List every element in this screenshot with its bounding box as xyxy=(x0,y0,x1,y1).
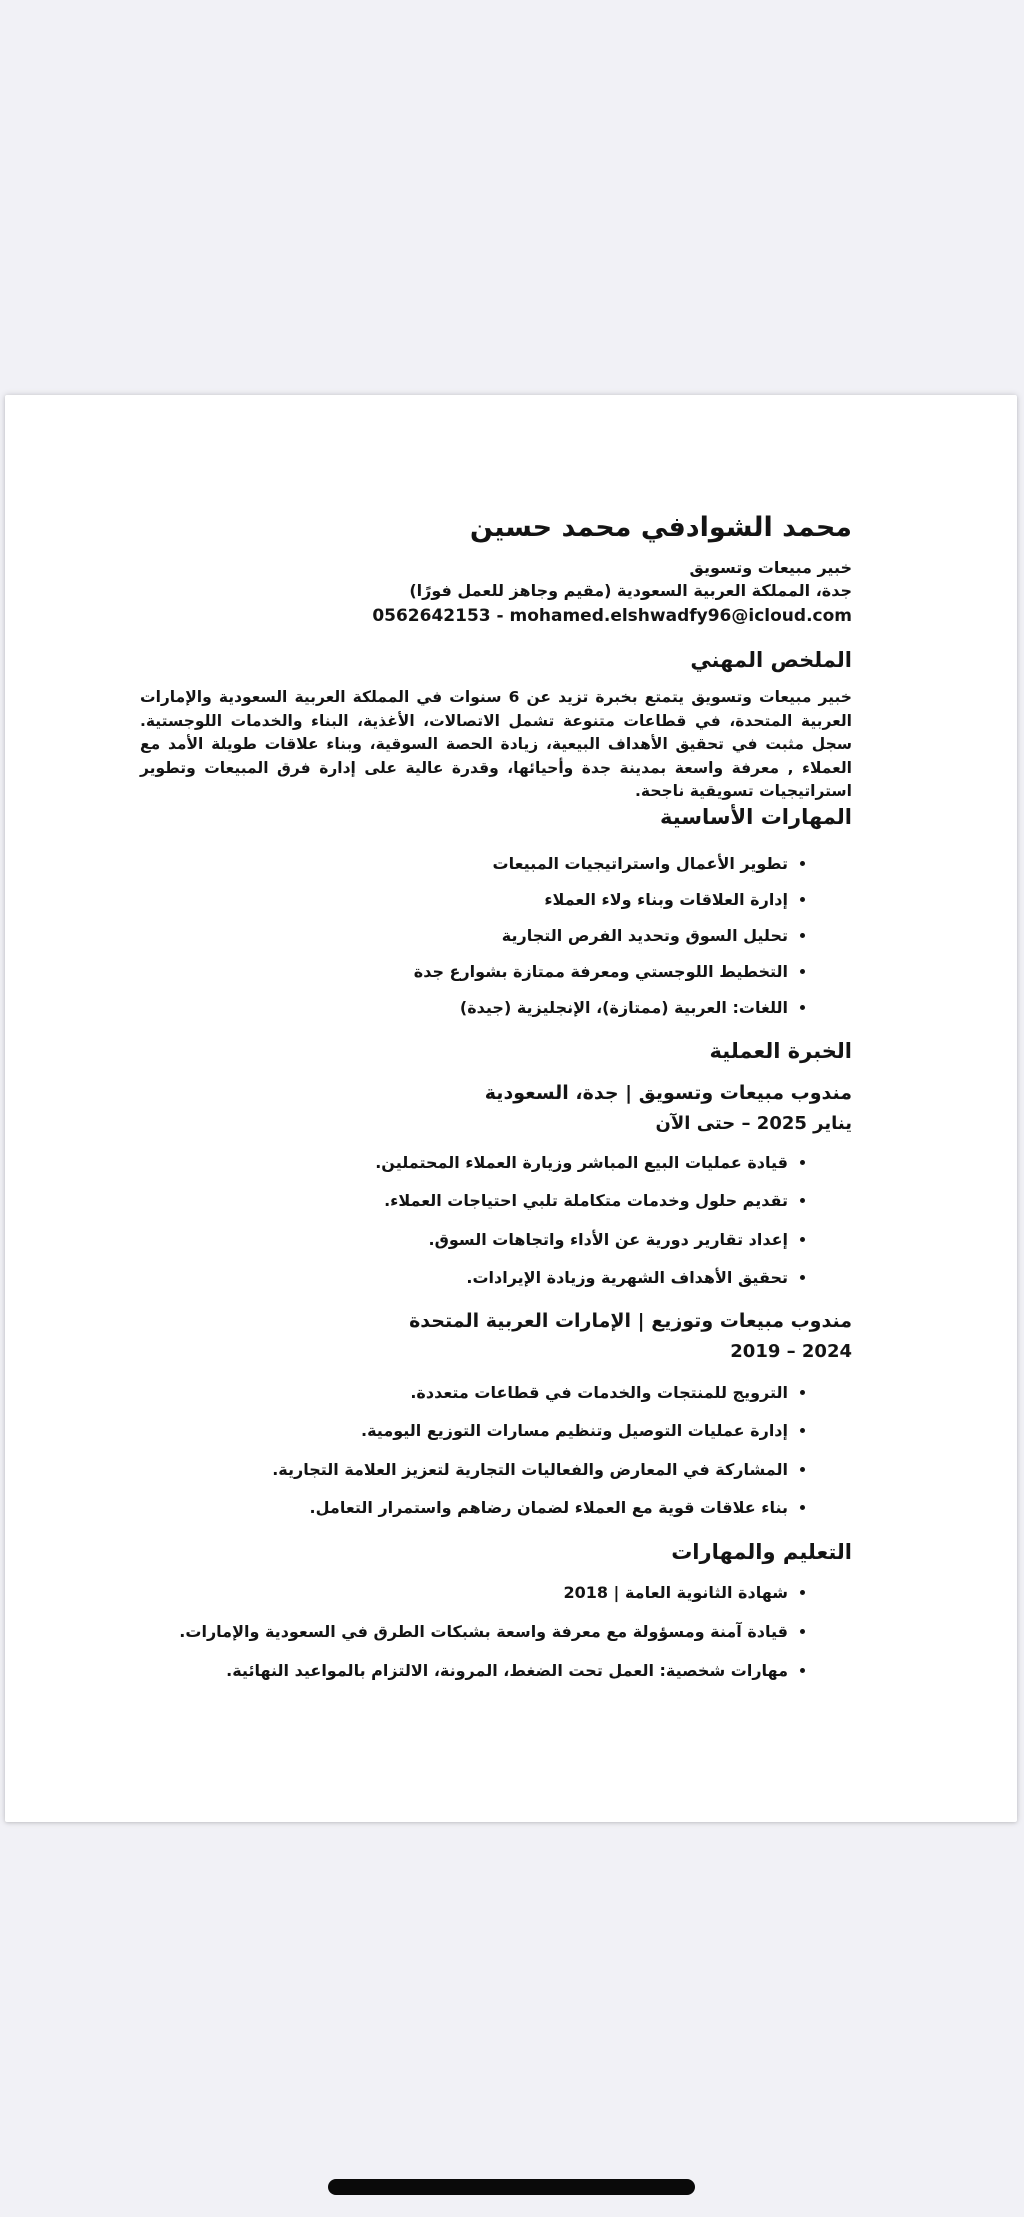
bullet-dot-icon xyxy=(800,1275,805,1280)
home-indicator[interactable] xyxy=(328,2179,695,2195)
bullet-dot-icon xyxy=(800,1505,805,1510)
list-item xyxy=(140,1489,805,1528)
resume-role: خبير مبيعات وتسويق xyxy=(689,558,852,577)
bullet-dot-icon xyxy=(800,1390,805,1395)
list-item xyxy=(140,1220,805,1259)
list-item xyxy=(140,1612,805,1651)
section-heading-summary: الملخص المهني xyxy=(690,648,852,672)
job-dates xyxy=(140,1110,852,1137)
bullet-dot-icon xyxy=(800,1428,805,1433)
bullet-text: إدارة عمليات التوصيل وتنظيم مسارات التوزيع اليومية. xyxy=(361,1421,788,1441)
bullet-dot-icon xyxy=(800,933,805,938)
summary-paragraph: خبير مبيعات وتسويق يتمتع بخبرة تزيد عن 6 سنوات في المملكة العربية السعودية والإمارات العربية المتحدة، في قطاعات متنوعة تشمل الاتصالات، الأغذية، البناء والخدمات اللوجستية. سجل مثبت في تحقيق الأهداف البيعية، زيادة الحصة السوقية، وبناء علاقات طويلة الأمد مع العملاء , معرفة واسعة بمدينة جدة وأحيائها، وقدرة عالية على إدارة فرق المبيعات وتطوير استراتيجيات تسويقية ناجحة. xyxy=(140,688,852,800)
bullet-dot-icon xyxy=(800,1467,805,1472)
bullet-dot-icon xyxy=(800,969,805,974)
list-item xyxy=(140,1412,805,1451)
bullet-text: قيادة عمليات البيع المباشر وزيارة العملاء المحتملين. xyxy=(375,1152,788,1172)
job-dates xyxy=(140,1338,852,1365)
bullet-text: إعداد تقارير دورية عن الأداء واتجاهات السوق. xyxy=(428,1229,788,1249)
bullet-text: التخطيط اللوجستي ومعرفة ممتازة بشوارع جدة xyxy=(413,961,788,981)
section-heading-experience: الخبرة العملية xyxy=(709,1039,852,1063)
list-item xyxy=(140,845,805,881)
list-item xyxy=(140,1450,805,1489)
bullet-dot-icon xyxy=(800,1668,805,1673)
list-item xyxy=(140,1143,805,1182)
job-title: مندوب مبيعات وتوزيع | الإمارات العربية المتحدة xyxy=(409,1310,852,1332)
list-item xyxy=(140,989,805,1025)
job-bullets-list xyxy=(140,1143,805,1297)
resume-name: محمد الشوادفي محمد حسين xyxy=(469,512,852,543)
bullet-dot-icon xyxy=(800,897,805,902)
bullet-dot-icon xyxy=(800,861,805,866)
bullet-text: تقديم حلول وخدمات متكاملة تلبي احتياجات العملاء. xyxy=(384,1191,788,1211)
bullet-text: المشاركة في المعارض والفعاليات التجارية لتعزيز العلامة التجارية. xyxy=(272,1459,788,1479)
list-item xyxy=(140,917,805,953)
bullet-text: بناء علاقات قوية مع العملاء لضمان رضاهم واستمرار التعامل. xyxy=(309,1498,788,1518)
bullet-text: الترويج للمنتجات والخدمات في قطاعات متعددة. xyxy=(410,1382,788,1402)
list-item xyxy=(140,953,805,989)
resume-contact: 0562642153 - mohamed.elshwadfy96@icloud.com xyxy=(372,606,852,626)
resume-location: جدة، المملكة العربية السعودية (مقيم وجاهز للعمل فورًا) xyxy=(409,581,852,600)
education-list xyxy=(140,1573,805,1690)
list-item xyxy=(140,881,805,917)
list-item xyxy=(140,1259,805,1298)
job-dates-text: يناير 2025 – حتى الآن xyxy=(655,1113,852,1134)
job-dates-text: 2019 – 2024 xyxy=(730,1341,852,1362)
job-bullets-list xyxy=(140,1373,805,1527)
bullet-dot-icon xyxy=(800,1160,805,1165)
bullet-text: إدارة العلاقات وبناء ولاء العملاء xyxy=(544,889,788,909)
bullet-dot-icon xyxy=(800,1005,805,1010)
bullet-text: قيادة آمنة ومسؤولة مع معرفة واسعة بشبكات الطرق في السعودية والإمارات. xyxy=(179,1622,788,1641)
job-title: مندوب مبيعات وتسويق | جدة، السعودية xyxy=(484,1082,852,1104)
bullet-dot-icon xyxy=(800,1590,805,1595)
list-item xyxy=(140,1573,805,1612)
section-heading-skills: المهارات الأساسية xyxy=(660,805,852,829)
list-item xyxy=(140,1182,805,1221)
bullet-text: مهارات شخصية: العمل تحت الضغط، المرونة، الالتزام بالمواعيد النهائية. xyxy=(226,1661,788,1680)
list-item xyxy=(140,1373,805,1412)
bullet-dot-icon xyxy=(800,1237,805,1242)
bullet-text: تطوير الأعمال واستراتيجيات المبيعات xyxy=(492,853,788,873)
bullet-text: شهادة الثانوية العامة | 2018 xyxy=(563,1583,788,1602)
bullet-text: تحقيق الأهداف الشهرية وزيادة الإيرادات. xyxy=(466,1268,788,1288)
bullet-dot-icon xyxy=(800,1198,805,1203)
list-item xyxy=(140,1651,805,1690)
bullet-dot-icon xyxy=(800,1629,805,1634)
bullet-text: تحليل السوق وتحديد الفرص التجارية xyxy=(501,925,788,945)
skills-list xyxy=(140,845,805,1025)
document-page[interactable] xyxy=(5,395,1017,1822)
bullet-text: اللغات: العربية (ممتازة)، الإنجليزية (جيدة) xyxy=(459,997,788,1017)
section-heading-education: التعليم والمهارات xyxy=(671,1540,852,1564)
